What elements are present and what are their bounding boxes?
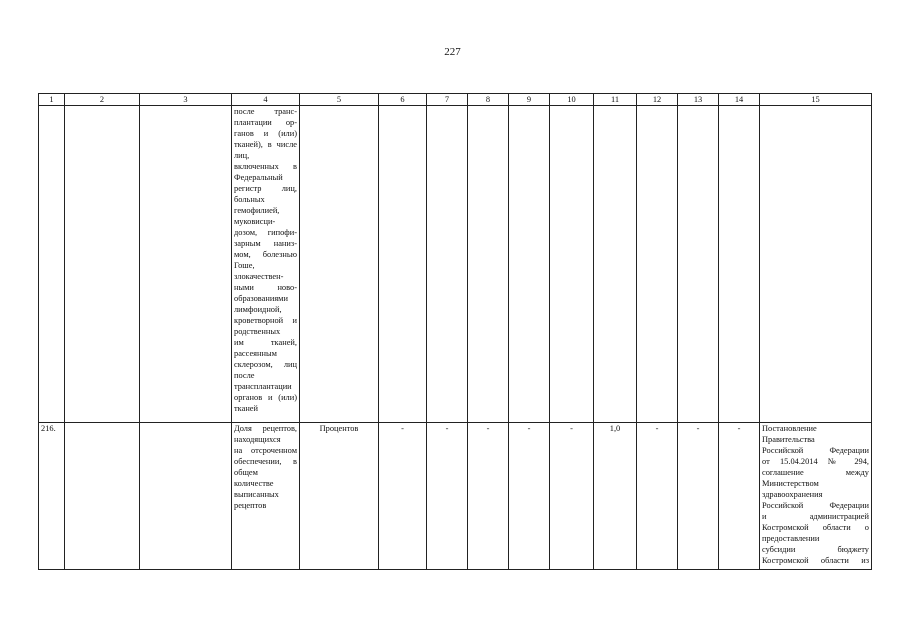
value-cell: 1,0	[594, 423, 637, 570]
table-cell	[140, 423, 232, 570]
text-line: предоставлении	[762, 534, 820, 543]
text-line: тканей	[234, 404, 259, 413]
header-cell: 3	[140, 94, 232, 106]
header-cell: 12	[637, 94, 678, 106]
text-line: тканей), в числе	[234, 140, 297, 149]
text-line: образованиями	[234, 294, 288, 303]
table-cell	[300, 106, 379, 423]
text-line: после транс-	[234, 107, 297, 116]
value-cell: -	[509, 423, 550, 570]
text-line: Гоше,	[234, 261, 255, 270]
value-cell: -	[678, 423, 719, 570]
text-line: зарным наниз-	[234, 239, 297, 248]
text-line: Федеральный	[234, 173, 283, 182]
text-line: склерозом, лиц	[234, 360, 297, 369]
page-number: 227	[444, 46, 461, 58]
text-line: включенных в	[234, 162, 297, 171]
text-line: регистр лиц,	[234, 184, 297, 193]
header-cell: 1	[39, 94, 65, 106]
text-line: органов и (или)	[234, 393, 297, 402]
value-cell: -	[427, 423, 468, 570]
indicator-description-cell	[232, 423, 300, 570]
header-cell: 15	[760, 94, 872, 106]
header-cell: 11	[594, 94, 637, 106]
text-line: Правительства	[762, 435, 815, 444]
table-cell	[594, 106, 637, 423]
table-cell	[509, 106, 550, 423]
header-cell: 13	[678, 94, 719, 106]
table-cell	[65, 423, 140, 570]
header-cell: 10	[550, 94, 594, 106]
table-cell	[637, 106, 678, 423]
text-line: дозом, гипофи-	[234, 228, 297, 237]
text-line: лиц,	[234, 151, 250, 160]
table-cell	[468, 106, 509, 423]
table-cell	[379, 106, 427, 423]
text-line: соглашение между	[762, 468, 869, 477]
table-cell	[760, 106, 872, 423]
text-line: Российской Федерации	[762, 446, 869, 455]
header-row	[39, 94, 872, 106]
indicators-table	[38, 93, 872, 570]
text-line: Постановление	[762, 424, 817, 433]
text-line: Министерством	[762, 479, 819, 488]
header-cell: 8	[468, 94, 509, 106]
text-line: обеспечении, в	[234, 457, 297, 466]
text-line: после	[234, 371, 255, 380]
text-line: количестве	[234, 479, 274, 488]
table-cell	[719, 106, 760, 423]
text-line: ными ново-	[234, 283, 297, 292]
text-line: гемофилией,	[234, 206, 280, 215]
value-cell: -	[468, 423, 509, 570]
table-cell	[39, 106, 65, 423]
table-row-continuation	[39, 106, 872, 423]
text-line: кроветворной и	[234, 316, 297, 325]
header-cell: 2	[65, 94, 140, 106]
text-line: им тканей,	[234, 338, 297, 347]
text-line: Костромской области из	[762, 556, 869, 565]
value-cell: -	[550, 423, 594, 570]
value-cell: -	[719, 423, 760, 570]
text-line: лимфоидной,	[234, 305, 282, 314]
table-cell	[427, 106, 468, 423]
text-line: Доля рецептов,	[234, 424, 297, 433]
text-line: трансплантации	[234, 382, 292, 391]
text-line: родственных	[234, 327, 281, 336]
unit-cell: Процентов	[300, 423, 379, 570]
text-line: ганов и (или)	[234, 129, 297, 138]
value-cell: -	[379, 423, 427, 570]
table-cell	[65, 106, 140, 423]
text-line: Российской Федерации	[762, 501, 869, 510]
value-cell: -	[637, 423, 678, 570]
text-line: от 15.04.2014 № 294,	[762, 457, 869, 466]
header-cell: 5	[300, 94, 379, 106]
text-line: Костромской области о	[762, 523, 869, 532]
table-cell	[678, 106, 719, 423]
header-cell: 9	[509, 94, 550, 106]
text-line: злокачествен-	[234, 272, 284, 281]
text-line: здравоохранения	[762, 490, 823, 499]
header-cell: 6	[379, 94, 427, 106]
table-cell	[550, 106, 594, 423]
legal-basis-cell	[760, 423, 872, 570]
indicator-description-cell	[232, 106, 300, 423]
text-line: рецептов	[234, 501, 267, 510]
text-line: на отсроченном	[234, 446, 297, 455]
text-line: муковисци-	[234, 217, 276, 226]
table-cell	[140, 106, 232, 423]
text-line: мом, болезнью	[234, 250, 297, 259]
text-line: больных	[234, 195, 265, 204]
text-line: находящихся	[234, 435, 281, 444]
text-line: плантации ор-	[234, 118, 297, 127]
header-cell: 14	[719, 94, 760, 106]
text-line: общем	[234, 468, 258, 477]
header-cell: 7	[427, 94, 468, 106]
text-line: рассеянным	[234, 349, 277, 358]
text-line: субсидии бюджету	[762, 545, 869, 554]
text-line: выписанных	[234, 490, 279, 499]
header-cell: 4	[232, 94, 300, 106]
text-line: и администрацией	[762, 512, 869, 521]
row-number-cell: 216.	[39, 423, 65, 570]
table-row-216	[39, 423, 872, 570]
